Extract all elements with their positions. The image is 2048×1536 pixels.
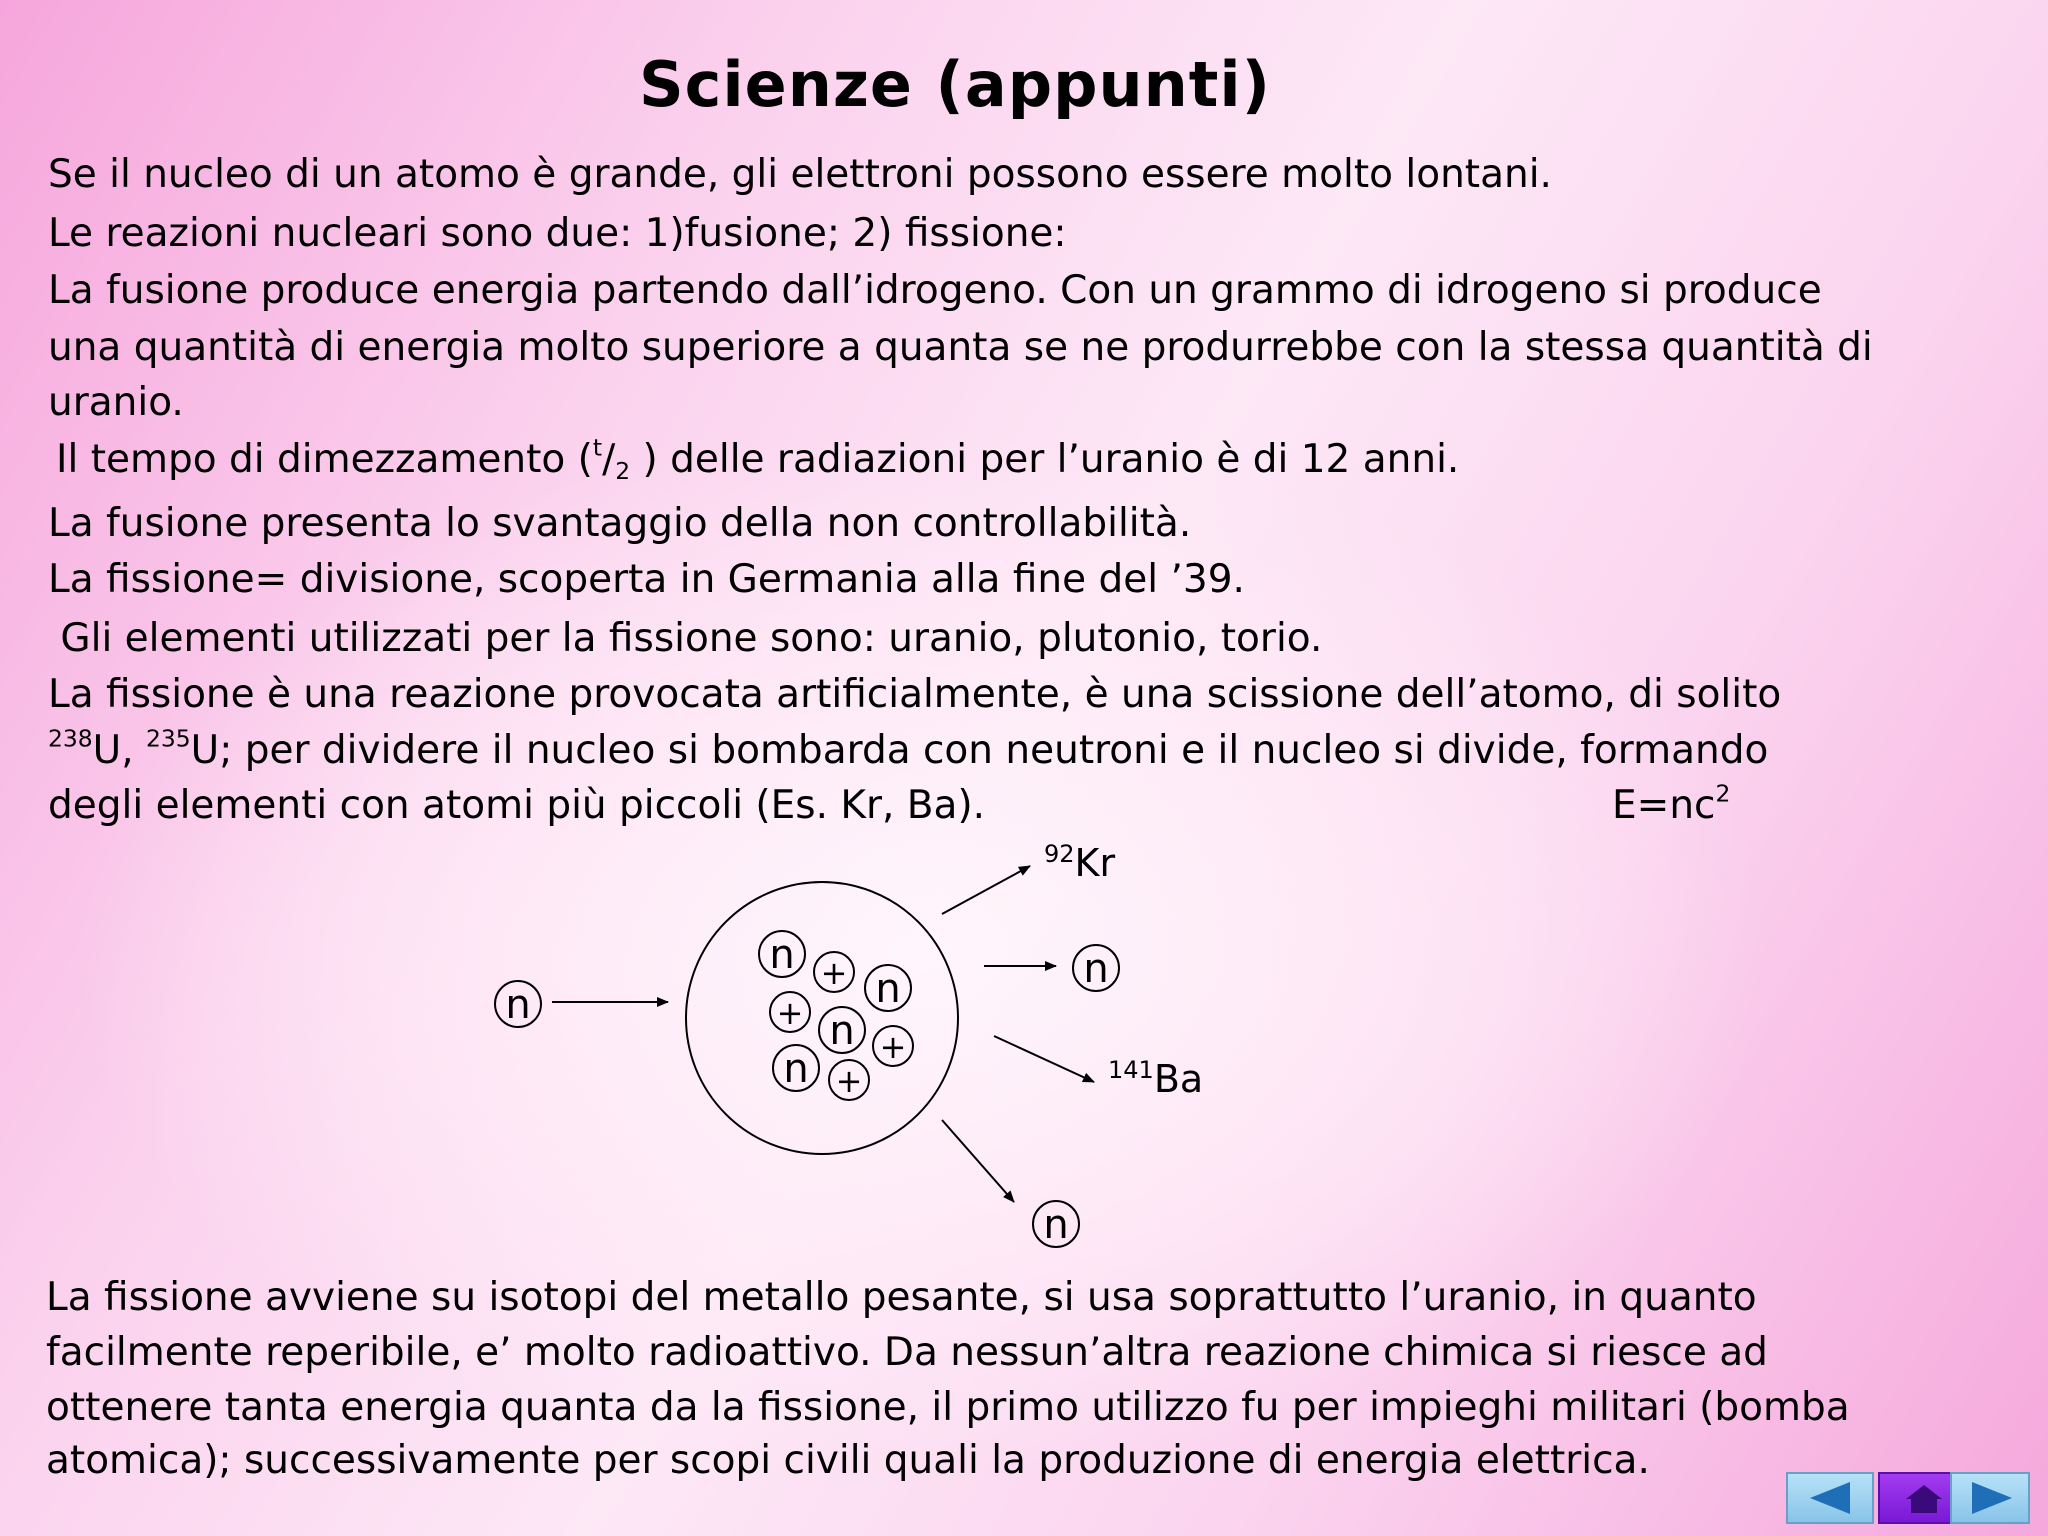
svg-text:n: n (1043, 1202, 1069, 1248)
text-line: La fusione produce energia partendo dall’idrogeno. Con un grammo di idrogeno si produce (48, 268, 1822, 313)
text-line: La fissione è una reazione provocata artificialmente, è una scissione dell’atomo, di solito (48, 672, 1782, 717)
proton (814, 952, 854, 992)
text-line: ottenere tanta energia quanta da la fissione, il primo utilizzo fu per impieghi militari (bomba (46, 1385, 1850, 1430)
svg-text:n: n (783, 1046, 809, 1092)
isotopes-line: $^{238}$U, $^{235}$U; per dividere il nucleo si bombarda con neutroni e il nucleo si divide, formando (48, 724, 1769, 773)
energy-formula: $E=nc^2$ (1612, 779, 1731, 828)
proton (873, 1026, 913, 1066)
krypton-label: $^{92}$Kr (1044, 840, 1116, 885)
text-line: uranio. (48, 380, 184, 425)
incoming-neutron (495, 981, 541, 1028)
text-line: La fissione= divisione, scoperta in Germania alla fine del ’39. (48, 557, 1245, 602)
arrow-left-icon (1810, 1482, 1850, 1514)
svg-text:n: n (769, 932, 795, 978)
text-line: Le reazioni nucleari sono due: 1)fusione; 2) fissione: (48, 211, 1067, 256)
proton (770, 992, 810, 1032)
page-title: Scienze (appunti) (638, 48, 1271, 121)
home-icon (1902, 1482, 1946, 1516)
text-line: una quantità di energia molto superiore a quanta se ne produrrebbe con la stessa quantità di (48, 325, 1873, 370)
text-line: Se il nucleo di un atomo è grande, gli elettroni possono essere molto lontani. (48, 152, 1552, 197)
proton (829, 1060, 869, 1100)
emitted-neutron (1073, 945, 1119, 992)
nucleus-particles (759, 931, 913, 1100)
arrow-to-ba (994, 1036, 1094, 1082)
text-line: facilmente reperibile, e’ molto radioattivo. Da nessun’altra reazione chimica si riesce ad (46, 1330, 1768, 1375)
svg-text:n: n (505, 982, 531, 1028)
next-slide-button[interactable] (1950, 1472, 2030, 1524)
half-life-line: Il tempo di dimezzamento ($^t/_2$ ) delle radiazioni per l’uranio è di 12 anni. (56, 433, 1460, 486)
svg-text:n: n (829, 1008, 855, 1054)
prev-slide-button[interactable] (1786, 1472, 1874, 1524)
neutron (759, 931, 805, 978)
svg-text:n: n (1083, 946, 1109, 992)
svg-text:+: + (835, 1062, 863, 1100)
neutron (819, 1007, 865, 1054)
text-line: La fissione avviene su isotopi del metallo pesante, si usa soprattutto l’uranio, in quanto (46, 1275, 1757, 1320)
neutron (865, 965, 911, 1012)
arrow-to-kr (942, 866, 1030, 914)
emitted-neutron (1033, 1201, 1079, 1248)
svg-text:+: + (776, 994, 804, 1032)
svg-text:+: + (879, 1028, 907, 1066)
svg-text:n: n (875, 966, 901, 1012)
text-line: Gli elementi utilizzati per la fissione sono: uranio, plutonio, torio. (48, 616, 1323, 661)
arrow-right-icon (1972, 1482, 2012, 1514)
text-line: atomica); successivamente per scopi civili quali la produzione di energia elettrica. (46, 1438, 1650, 1483)
neutron (773, 1045, 819, 1092)
text-line: La fusione presenta lo svantaggio della non controllabilità. (48, 501, 1192, 546)
nucleus (686, 882, 958, 1154)
svg-text:+: + (820, 954, 848, 992)
barium-label: $^{141}$Ba (1108, 1056, 1204, 1101)
arrow-down-neutron (942, 1120, 1014, 1202)
elements-line: degli elementi con atomi più piccoli (Es. Kr, Ba). (48, 783, 986, 828)
